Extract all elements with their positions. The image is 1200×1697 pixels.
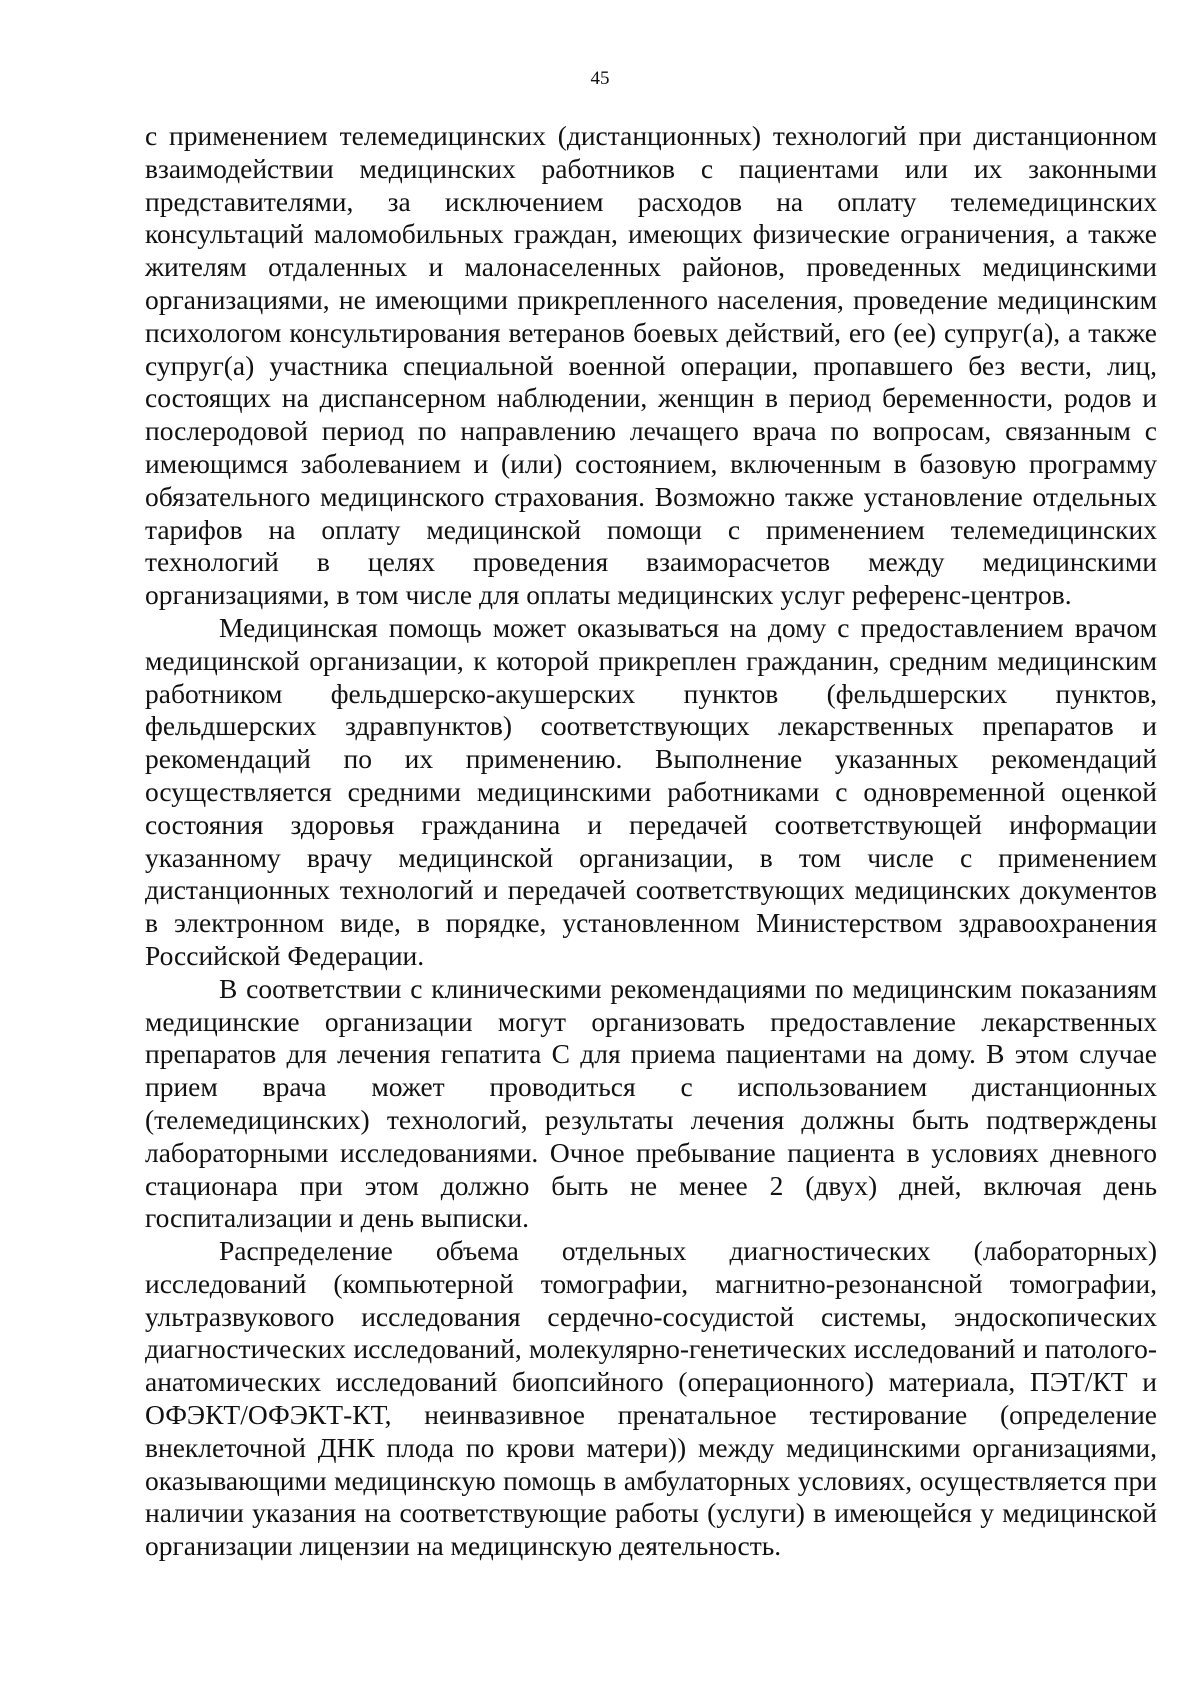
- paragraph-diagnostic-distribution: Распределение объема отдельных диагностических (лабораторных) исследований (компьютерной томографии, магнитно-резонансной томографии, ультразвукового исследования сердечно-сосудистой системы, эндоскопических диагностических исследований, молекулярно-генетических исследований и патолого-анатомических исследований биопсийного (операционного) материала, ПЭТ/КТ и ОФЭКТ/ОФЭКТ-КТ, неинвазивное пренатальное тестирование (определение внеклеточной ДНК плода по крови матери)) между медицинскими организациями, оказывающими медицинскую помощь в амбулаторных условиях, осуществляется при наличии указания на соответствующие работы (услуги) в имеющейся у медицинской организации лицензии на медицинскую деятельность.: [145, 1235, 1157, 1562]
- document-body: [145, 120, 1157, 1563]
- paragraph-telemedicine-continuation: с применением телемедицинских (дистанционных) технологий при дистанционном взаимодействии медицинских работников с пациентами или их законными представителями, за исключением расходов на оплату телемедицинских консультаций маломобильных граждан, имеющих физические ограничения, а также жителям отдаленных и малонаселенных районов, проведенных медицинскими организациями, не имеющими прикрепленного населения, проведение медицинским психологом консультирования ветеранов боевых действий, его (ее) супруг(а), а также супруг(а) участника специальной военной операции, пропавшего без вести, лиц, состоящих на диспансерном наблюдении, женщин в период беременности, родов и послеродовой период по направлению лечащего врача по вопросам, связанным с имеющимся заболеванием и (или) состоянием, включенным в базовую программу обязательного медицинского страхования. Возможно также установление отдельных тарифов на оплату медицинской помощи с применением телемедицинских технологий в целях проведения взаиморасчетов между медицинскими организациями, в том числе для оплаты медицинских услуг референс-центров.: [145, 120, 1157, 611]
- paragraph-home-care: Медицинская помощь может оказываться на дому с предоставлением врачом медицинской организации, к которой прикреплен гражданин, средним медицинским работником фельдшерско-акушерских пунктов (фельдшерских пунктов, фельдшерских здравпунктов) соответствующих лекарственных препаратов и рекомендаций по их применению. Выполнение указанных рекомендаций осуществляется средними медицинскими работниками с одновременной оценкой состояния здоровья гражданина и передачей соответствующей информации указанному врачу медицинской организации, в том числе с применением дистанционных технологий и передачей соответствующих медицинских документов в электронном виде, в порядке, установленном Министерством здравоохранения Российской Федерации.: [145, 611, 1157, 971]
- page-number: 45: [590, 68, 610, 89]
- paragraph-hepatitis-c: В соответствии с клиническими рекомендациями по медицинским показаниям медицинские организации могут организовать предоставление лекарственных препаратов для лечения гепатита С для приема пациентами на дому. В этом случае прием врача может проводиться с использованием дистанционных (телемедицинских) технологий, результаты лечения должны быть подтверждены лабораторными исследованиями. Очное пребывание пациента в условиях дневного стационара при этом должно быть не менее 2 (двух) дней, включая день госпитализации и день выписки.: [145, 972, 1157, 1234]
